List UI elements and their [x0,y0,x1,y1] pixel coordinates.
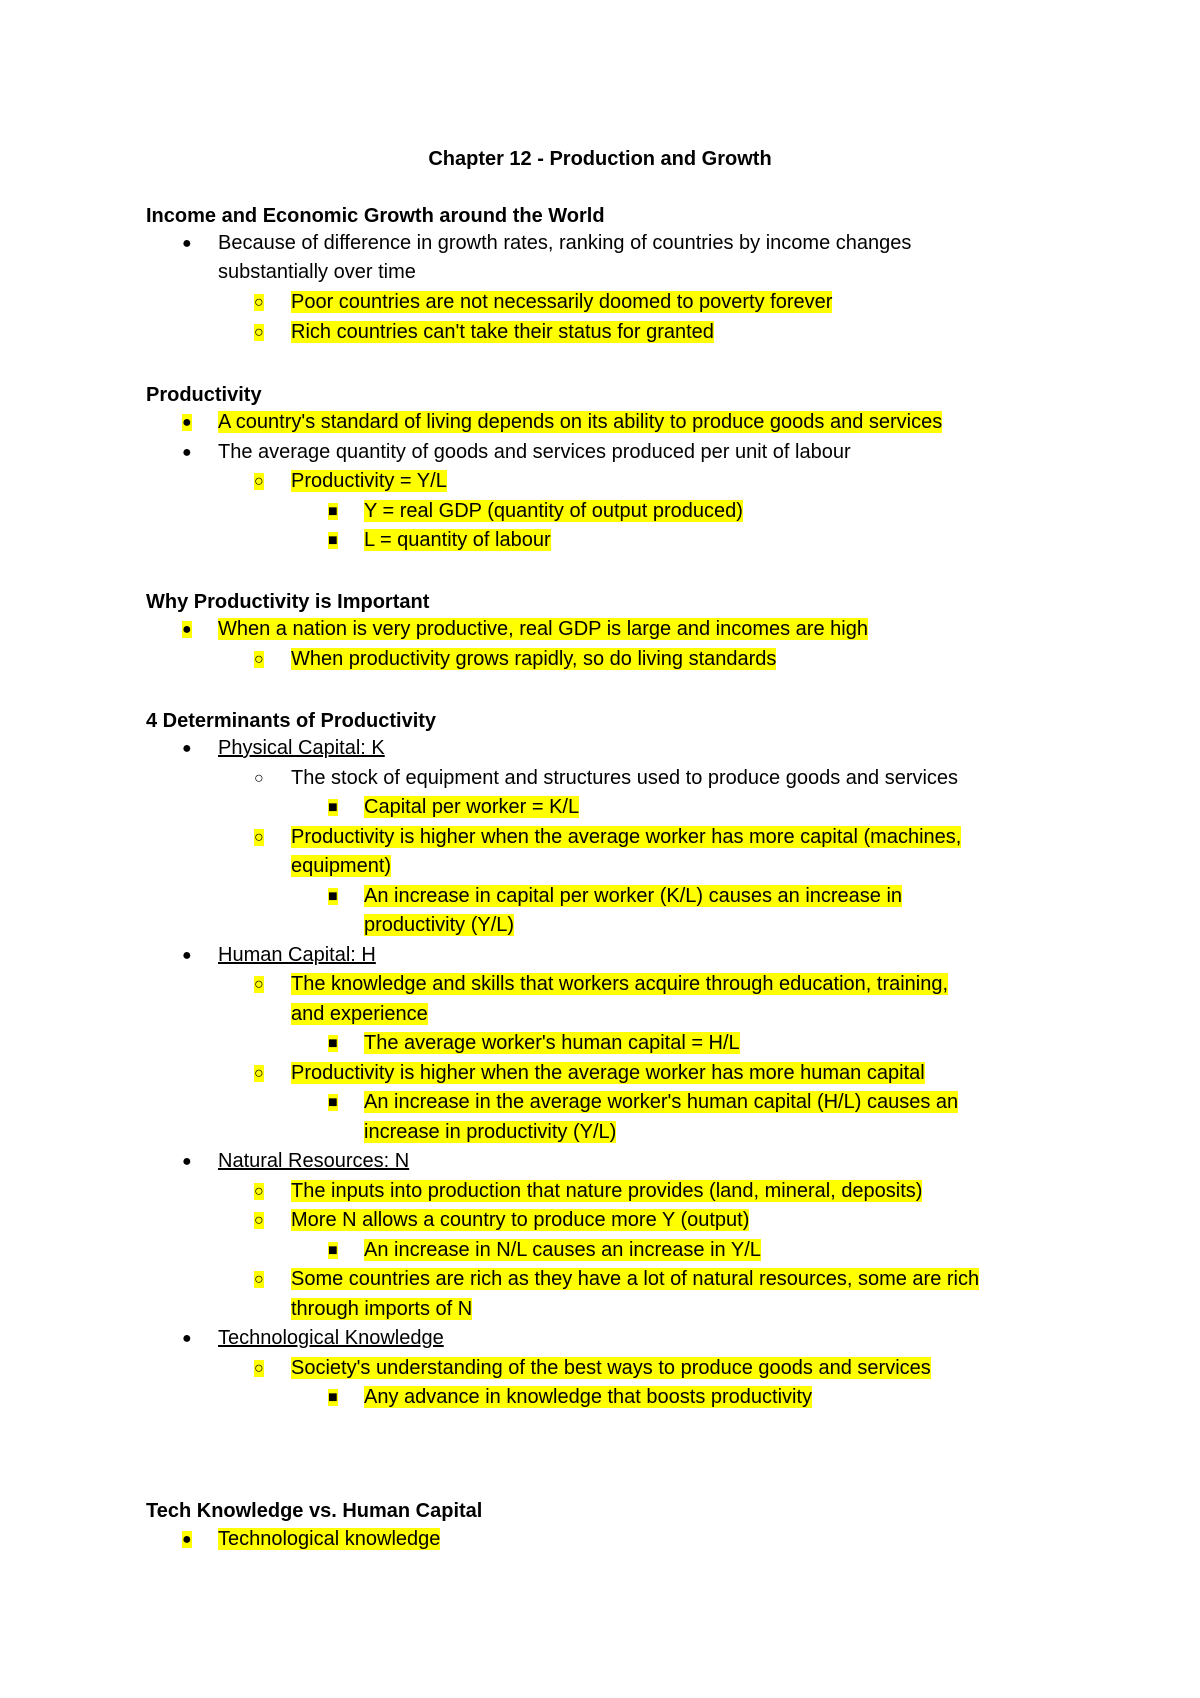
bullet-icon: ● [182,621,192,638]
list-item: ■ Y = real GDP (quantity of output produced) [364,497,743,526]
list-item: ● The average quantity of goods and services produced per unit of labour [218,438,851,467]
bullet-icon: ○ [254,324,264,341]
bullet-icon: ■ [328,532,338,549]
bullet-icon: ○ [254,1212,264,1229]
list-item: ● Technological knowledge [218,1525,440,1554]
list-item: ● Physical Capital: K [218,734,385,763]
list-item: ○ Rich countries can't take their status for granted [291,318,714,347]
list-item: ● Technological Knowledge [218,1324,444,1353]
section-heading-why: Why Productivity is Important [146,591,430,613]
list-item: ● Human Capital: H [218,941,376,970]
list-item: ○ The inputs into production that nature provides (land, mineral, deposits) [291,1177,922,1206]
bullet-icon: ■ [328,1035,338,1052]
bullet-icon: ● [182,444,192,461]
list-item: ○ The stock of equipment and structures used to produce goods and services [291,764,958,793]
bullet-icon: ○ [254,1183,264,1200]
list-item: ○ Some countries are rich as they have a lot of natural resources, some are rich [291,1265,979,1294]
bullet-icon: ■ [328,1094,338,1111]
list-item: ○ More N allows a country to produce more Y (output) [291,1206,749,1235]
list-item-continuation: productivity (Y/L) [364,914,515,936]
list-item: ■ Any advance in knowledge that boosts productivity [364,1383,812,1412]
bullet-icon: ● [182,235,192,252]
list-item-continuation: substantially over time [218,261,416,283]
list-item: ● A country's standard of living depends on its ability to produce goods and services [218,408,942,437]
section-heading-productivity: Productivity [146,384,262,406]
list-item: ○ Productivity is higher when the average worker has more human capital [291,1059,925,1088]
list-item: ● Because of difference in growth rates, ranking of countries by income changes [218,229,911,258]
list-item: ○ Productivity is higher when the average worker has more capital (machines, [291,823,961,852]
bullet-icon: ● [182,1153,192,1170]
list-item-continuation: and experience [291,1003,428,1025]
bullet-icon: ○ [254,1065,264,1082]
list-item: ■ Capital per worker = K/L [364,793,579,822]
bullet-icon: ■ [328,1242,338,1259]
list-item: ● When a nation is very productive, real GDP is large and incomes are high [218,615,868,644]
page-title: Chapter 12 - Production and Growth [428,148,772,170]
bullet-icon: ■ [328,888,338,905]
list-item: ■ An increase in N/L causes an increase in Y/L [364,1236,761,1265]
bullet-icon: ○ [254,829,264,846]
list-item-continuation: increase in productivity (Y/L) [364,1121,617,1143]
bullet-icon: ● [182,947,192,964]
list-item: ○ Productivity = Y/L [291,467,447,496]
list-item: ● Natural Resources: N [218,1147,409,1176]
bullet-icon: ● [182,1531,192,1548]
list-item: ■ The average worker's human capital = H/L [364,1029,740,1058]
bullet-icon: ■ [328,1389,338,1406]
list-item: ■ L = quantity of labour [364,526,551,555]
list-item: ○ The knowledge and skills that workers acquire through education, training, [291,970,948,999]
bullet-icon: ○ [254,294,264,311]
bullet-icon: ○ [254,976,264,993]
list-item: ■ An increase in the average worker's human capital (H/L) causes an [364,1088,958,1117]
list-item: ○ When productivity grows rapidly, so do living standards [291,645,776,674]
list-item: ○ Poor countries are not necessarily doomed to poverty forever [291,288,832,317]
bullet-icon: ■ [328,503,338,520]
bullet-icon: ■ [328,799,338,816]
list-item: ■ An increase in capital per worker (K/L) causes an increase in [364,882,902,911]
bullet-icon: ● [182,414,192,431]
list-item-continuation: equipment) [291,855,392,877]
bullet-icon: ○ [254,1360,264,1377]
list-item-continuation: through imports of N [291,1298,473,1320]
bullet-icon: ● [182,740,192,757]
section-heading-techvs: Tech Knowledge vs. Human Capital [146,1500,483,1522]
section-heading-determinants: 4 Determinants of Productivity [146,710,437,732]
bullet-icon: ○ [254,1271,264,1288]
bullet-icon: ○ [254,473,264,490]
list-item: ○ Society's understanding of the best ways to produce goods and services [291,1354,931,1383]
bullet-icon: ○ [254,770,264,787]
section-heading-income: Income and Economic Growth around the World [146,205,605,227]
bullet-icon: ○ [254,651,264,668]
bullet-icon: ● [182,1330,192,1347]
